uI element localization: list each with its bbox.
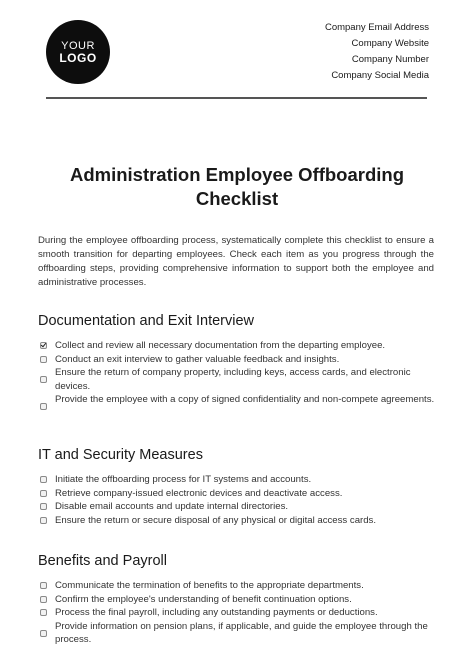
checklist-item xyxy=(38,473,438,487)
checklist-item xyxy=(38,620,438,647)
checklist-benefits-payroll xyxy=(38,579,438,647)
checklist-item-text: Provide information on pension plans, if applicable, and guide the employee through the process. xyxy=(55,620,428,645)
checklist-item xyxy=(38,339,438,353)
checkbox[interactable] xyxy=(40,503,47,510)
checkbox[interactable] xyxy=(40,517,47,524)
checkbox[interactable] xyxy=(40,596,47,603)
checklist-item xyxy=(38,500,438,514)
section-heading-it-security: IT and Security Measures xyxy=(38,447,203,463)
company-social-media: Company Social Media xyxy=(331,70,429,81)
checklist-item-text: Ensure the return or secure disposal of any physical or digital access cards. xyxy=(55,514,377,526)
checklist-item xyxy=(38,366,438,393)
company-email: Company Email Address xyxy=(324,22,429,33)
checkbox[interactable] xyxy=(40,476,47,483)
checkbox[interactable] xyxy=(40,609,47,616)
company-logo xyxy=(46,20,110,84)
company-contact-block xyxy=(325,20,429,84)
checklist-item-text: Initiate the offboarding process for IT systems and accounts. xyxy=(55,474,312,485)
checkbox[interactable] xyxy=(40,490,47,497)
checklist-documentation xyxy=(38,339,438,407)
company-number: Company Number xyxy=(351,54,429,65)
checklist-item-text: Confirm the employee's understanding of benefit continuation options. xyxy=(55,593,352,605)
checklist-item-text: Process the final payroll, including any outstanding payments or deductions. xyxy=(55,607,378,618)
checkbox[interactable] xyxy=(40,630,47,637)
intro-paragraph: During the employee offboarding process, systematically complete this checklist to ensure a smooth transition for departing employees. Check each item as you progress through the offboarding steps, providing comprehensive information to support both the employee and administrative processes. xyxy=(38,235,434,288)
checklist-item xyxy=(38,579,438,593)
checklist-item-text: Communicate the termination of benefits to the appropriate departments. xyxy=(55,580,364,591)
company-website: Company Website xyxy=(351,38,429,49)
checkbox[interactable] xyxy=(40,376,47,383)
checklist-item xyxy=(38,487,438,501)
checklist-item-text: Disable email accounts and update internal directories. xyxy=(55,501,289,512)
header-divider xyxy=(46,97,427,99)
logo-line-2: LOGO xyxy=(59,50,97,65)
section-heading-documentation: Documentation and Exit Interview xyxy=(38,313,254,329)
checklist-item-text: Collect and review all necessary documentation from the departing employee. xyxy=(55,340,386,351)
logo-line-1: YOUR xyxy=(61,39,95,52)
checklist-item xyxy=(38,353,438,367)
checklist-item xyxy=(38,393,438,407)
checklist-item-text: Retrieve company-issued electronic devices and deactivate access. xyxy=(55,487,343,499)
checklist-item-text: Conduct an exit interview to gather valuable feedback and insights. xyxy=(55,353,340,365)
checklist-it-security xyxy=(38,473,438,527)
document-title: Administration Employee Offboarding Checklist xyxy=(69,164,405,209)
checkbox[interactable] xyxy=(40,356,47,363)
checklist-item xyxy=(38,606,438,620)
section-heading-benefits-payroll: Benefits and Payroll xyxy=(38,553,167,569)
checklist-item-text: Ensure the return of company property, including keys, access cards, and electronic devices. xyxy=(55,367,411,392)
checkbox-checked[interactable] xyxy=(40,342,47,349)
checklist-item xyxy=(38,593,438,607)
checklist-item-text: Provide the employee with a copy of signed confidentiality and non-compete agreements. xyxy=(55,394,435,405)
checklist-item xyxy=(38,514,438,528)
checkbox[interactable] xyxy=(40,582,47,589)
checkbox[interactable] xyxy=(40,403,47,410)
